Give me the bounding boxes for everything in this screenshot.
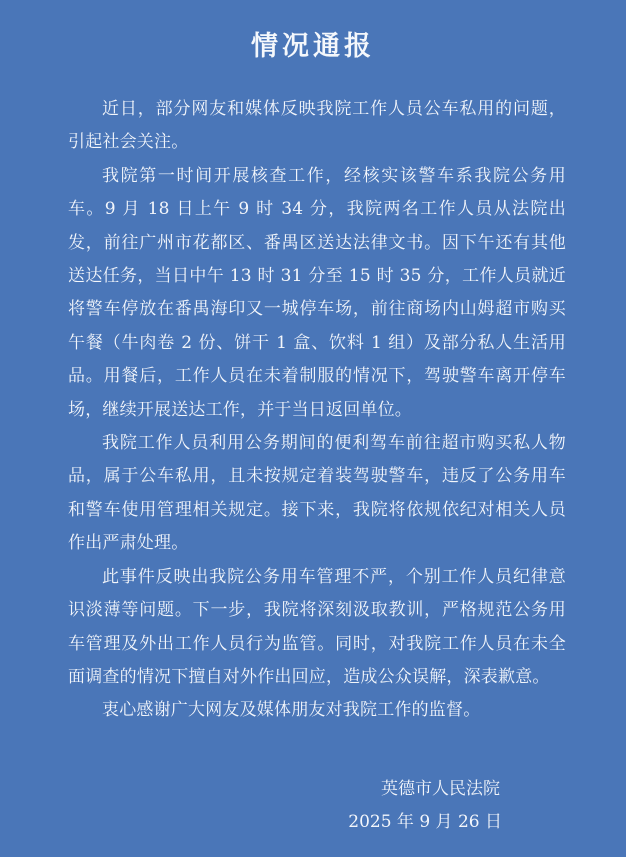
- notice-body: [68, 93, 566, 728]
- paragraph-1: 近日，部分网友和媒体反映我院工作人员公车私用的问题，引起社会关注。: [68, 99, 566, 153]
- paragraph-3: 我院工作人员利用公务期间的便利驾车前往超市购买私人物品，属于公车私用，且未按规定着装驾驶警车，违反了公务用车和警车使用管理相关规定。接下来，我院将依规依纪对相关人员作出严肃处理。: [68, 433, 566, 554]
- paragraph-5: 衷心感谢广大网友及媒体朋友对我院工作的监督。: [102, 700, 481, 721]
- issue-date: 2025 年 9 月 26 日: [348, 812, 502, 832]
- signature-block: [302, 773, 502, 839]
- paragraph-2: 我院第一时间开展核查工作，经核实该警车系我院公务用车。9 月 18 日上午 9 时 34 分，我院两名工作人员从法院出发，前往广州市花都区、番禺区送达法律文书。因下午还有其他送达任务，当日中午 13 时 31 分至 15 时 35 分，工作人员就近将警车停放在番禺海印又一城停车场，前往商场内山姆超市购买午餐（牛肉卷 2 份、饼干 1 盒、饮料 1 组）及部分私人生活用品。用餐后，工作人员在未着制服的情况下，驾驶警车离开停车场，继续开展送达工作，并于当日返回单位。: [68, 165, 566, 420]
- notice-title: 情况通报: [251, 31, 375, 62]
- paragraph-4: 此事件反映出我院公务用车管理不严，个别工作人员纪律意识淡薄等问题。下一步，我院将深刻汲取教训，严格规范公务用车管理及外出工作人员行为监管。同时，对我院工作人员在未全面调查的情况下擅自对外作出回应，造成公众误解，深表歉意。: [68, 566, 566, 687]
- issuing-organization: 英德市人民法院: [381, 779, 500, 799]
